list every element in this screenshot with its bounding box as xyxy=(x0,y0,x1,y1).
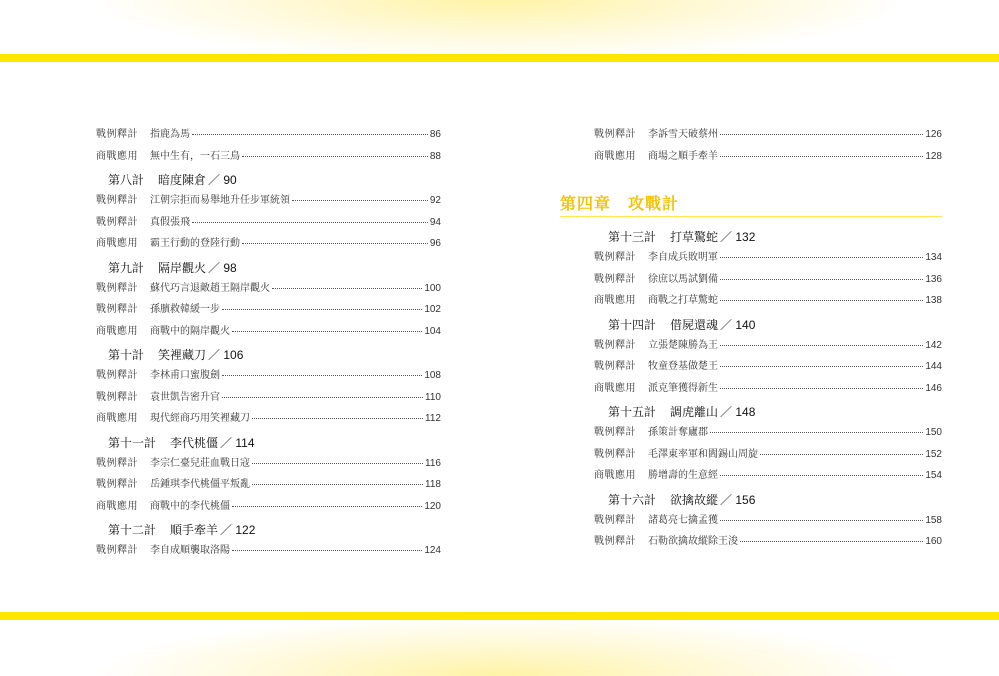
strategy-number: 第十六計 xyxy=(608,492,657,507)
dot-leader xyxy=(272,288,422,289)
strategy-name: 隔岸觀火 xyxy=(158,260,207,275)
entry-title: 蘇代巧言退敵趙王隔岸觀火 xyxy=(150,282,270,294)
strategy-heading[interactable] xyxy=(96,168,441,191)
toc-right-bottom-entries xyxy=(560,225,942,554)
strategy-name: 借屍還魂 xyxy=(670,317,719,332)
strategy-number: 第十二計 xyxy=(108,523,157,537)
dot-leader xyxy=(192,134,428,135)
toc-entry[interactable] xyxy=(560,379,942,401)
entry-page-number: 146 xyxy=(925,382,942,394)
entry-page-number: 136 xyxy=(925,273,942,285)
entry-title: 李訴雪天破蔡州 xyxy=(648,129,718,140)
strategy-number: 第八計 xyxy=(108,173,145,187)
toc-left-column xyxy=(96,125,441,563)
entry-category: 商戰應用 xyxy=(96,238,138,249)
toc-entry[interactable] xyxy=(560,147,942,169)
dot-leader xyxy=(720,520,923,521)
strategy-heading[interactable] xyxy=(560,400,942,423)
entry-page-number: 102 xyxy=(424,304,441,315)
dot-leader xyxy=(232,331,422,332)
strategy-heading[interactable] xyxy=(560,488,942,511)
toc-entry[interactable] xyxy=(96,541,441,563)
entry-category: 戰例釋計 xyxy=(594,129,636,140)
toc-entry[interactable] xyxy=(96,366,441,388)
entry-title: 商戰中的隔岸觀火 xyxy=(150,325,230,337)
entry-title: 李宗仁臺兒莊血戰日寇 xyxy=(150,457,250,469)
entry-category: 戰例釋計 xyxy=(96,129,138,140)
entry-page-number: 154 xyxy=(925,470,942,481)
dot-leader xyxy=(760,454,923,455)
entry-category: 商戰應用 xyxy=(96,325,138,337)
strategy-page: ／ 106 xyxy=(208,348,244,362)
toc-entry[interactable] xyxy=(96,213,441,235)
entry-page-number: 118 xyxy=(425,479,441,490)
toc-entry[interactable] xyxy=(96,125,441,147)
dot-leader xyxy=(720,345,923,346)
entry-page-number: 120 xyxy=(424,500,441,512)
toc-entry[interactable] xyxy=(560,423,942,445)
toc-entry[interactable] xyxy=(96,279,441,301)
entry-category: 商戰應用 xyxy=(96,150,138,162)
toc-entry[interactable] xyxy=(560,125,942,147)
toc-entry[interactable] xyxy=(560,445,942,467)
toc-entry[interactable] xyxy=(96,147,441,169)
toc-entry[interactable] xyxy=(96,475,441,497)
entry-page-number: 152 xyxy=(925,448,942,460)
entry-category: 商戰應用 xyxy=(594,470,636,481)
entry-page-number: 92 xyxy=(429,195,441,206)
dot-leader xyxy=(252,418,423,419)
dot-leader xyxy=(720,257,923,258)
entry-category: 商戰應用 xyxy=(594,382,636,394)
dot-leader xyxy=(222,375,422,376)
entry-title: 商場之順手牽羊 xyxy=(648,150,718,162)
entry-title: 商戰之打草驚蛇 xyxy=(648,295,718,306)
entry-page-number: 144 xyxy=(925,361,942,372)
strategy-page: ／ 98 xyxy=(208,260,237,275)
entry-page-number: 88 xyxy=(429,150,441,162)
strategy-heading[interactable] xyxy=(560,225,942,248)
entry-category: 戰例釋計 xyxy=(594,361,636,372)
strategy-heading[interactable] xyxy=(96,256,441,279)
entry-category: 商戰應用 xyxy=(594,295,636,306)
entry-title: 勝增壽的生意經 xyxy=(648,470,718,481)
entry-page-number: 116 xyxy=(425,457,441,469)
toc-entry[interactable] xyxy=(96,191,441,213)
entry-title: 真假張飛 xyxy=(150,216,190,228)
entry-page-number: 86 xyxy=(429,129,441,140)
entry-page-number: 160 xyxy=(925,536,942,547)
toc-entry[interactable] xyxy=(96,497,441,519)
toc-entry[interactable] xyxy=(560,291,942,313)
entry-category: 戰例釋計 xyxy=(594,273,636,285)
dot-leader xyxy=(720,475,923,476)
entry-page-number: 94 xyxy=(429,216,441,228)
toc-right-top-entries xyxy=(560,125,942,168)
toc-right-column xyxy=(560,125,942,554)
entry-category: 戰例釋計 xyxy=(594,536,636,547)
entry-page-number: 96 xyxy=(429,238,441,249)
dot-leader xyxy=(252,484,423,485)
strategy-number: 第十三計 xyxy=(608,230,657,244)
strategy-number: 第十五計 xyxy=(608,405,657,419)
entry-page-number: 108 xyxy=(424,370,441,381)
strategy-number: 第十計 xyxy=(108,348,145,362)
toc-entry[interactable] xyxy=(560,336,942,358)
toc-entry[interactable] xyxy=(96,388,441,410)
entry-category: 戰例釋計 xyxy=(594,427,636,438)
toc-entry[interactable] xyxy=(96,322,441,344)
entry-title: 李林甫口蜜腹劍 xyxy=(150,370,220,381)
strategy-page: ／ 132 xyxy=(720,230,756,244)
chapter-heading xyxy=(560,178,942,217)
strategy-name: 打草驚蛇 xyxy=(670,230,719,244)
entry-title: 無中生有，一石三鳥 xyxy=(150,150,240,162)
toc-entry[interactable] xyxy=(560,532,942,554)
strategy-page: ／ 122 xyxy=(220,523,256,537)
strategy-page: ／ 140 xyxy=(720,317,756,332)
dot-leader xyxy=(222,397,423,398)
entry-title: 現代經商巧用笑裡藏刀 xyxy=(150,413,250,424)
entry-category: 戰例釋計 xyxy=(96,195,138,206)
dot-leader xyxy=(222,309,422,310)
entry-title: 石勒欲擒故縱除王浚 xyxy=(648,536,738,547)
entry-page-number: 150 xyxy=(925,427,942,438)
dot-leader xyxy=(720,300,923,301)
strategy-name: 笑裡藏刀 xyxy=(158,348,207,362)
entry-category: 戰例釋計 xyxy=(594,339,636,351)
entry-page-number: 142 xyxy=(925,339,942,351)
entry-page-number: 100 xyxy=(424,282,441,294)
dot-leader xyxy=(242,156,428,157)
entry-page-number: 110 xyxy=(425,391,441,403)
entry-category: 商戰應用 xyxy=(594,150,636,162)
top-yellow-band xyxy=(0,54,999,62)
entry-category: 戰例釋計 xyxy=(96,545,138,556)
dot-leader xyxy=(740,541,923,542)
entry-page-number: 138 xyxy=(925,295,942,306)
strategy-page: ／ 90 xyxy=(208,173,237,187)
entry-category: 戰例釋計 xyxy=(96,304,138,315)
toc-entry[interactable] xyxy=(560,270,942,292)
entry-page-number: 124 xyxy=(424,545,441,556)
entry-title: 派克筆獲得新生 xyxy=(648,382,718,394)
entry-title: 立張楚陳勝為王 xyxy=(648,339,718,351)
entry-title: 徐庶以馬試劉備 xyxy=(648,273,718,285)
entry-title: 李自成順襲取洛陽 xyxy=(150,545,230,556)
entry-title: 毛澤東率軍和閻錫山周旋 xyxy=(648,448,758,460)
strategy-name: 欲擒故縱 xyxy=(670,492,719,507)
dot-leader xyxy=(232,506,422,507)
dot-leader xyxy=(292,200,428,201)
dot-leader xyxy=(720,134,923,135)
entry-page-number: 134 xyxy=(925,252,942,263)
entry-category: 戰例釋計 xyxy=(96,370,138,381)
strategy-page: ／ 148 xyxy=(720,405,756,419)
strategy-heading[interactable] xyxy=(96,343,441,366)
toc-entry[interactable] xyxy=(96,409,441,431)
entry-category: 商戰應用 xyxy=(96,413,138,424)
dot-leader xyxy=(720,366,923,367)
toc-entry[interactable] xyxy=(96,234,441,256)
entry-title: 袁世凱告密升官 xyxy=(150,391,220,403)
entry-category: 戰例釋計 xyxy=(96,457,138,469)
strategy-heading[interactable] xyxy=(96,518,441,541)
entry-category: 戰例釋計 xyxy=(96,282,138,294)
entry-page-number: 128 xyxy=(925,150,942,162)
toc-entry[interactable] xyxy=(560,248,942,270)
strategy-name: 調虎離山 xyxy=(670,405,719,419)
entry-title: 孫臏救韓緩一步 xyxy=(150,304,220,315)
strategy-page: ／ 114 xyxy=(220,435,255,450)
entry-title: 李自成兵敗明軍 xyxy=(648,252,718,263)
strategy-heading[interactable] xyxy=(560,313,942,336)
dot-leader xyxy=(710,432,923,433)
dot-leader xyxy=(242,243,428,244)
strategy-name: 李代桃僵 xyxy=(170,435,219,450)
entry-category: 戰例釋計 xyxy=(96,391,138,403)
entry-title: 孫策計奪廬郡 xyxy=(648,427,708,438)
strategy-heading[interactable] xyxy=(96,431,441,454)
strategy-name: 暗度陳倉 xyxy=(158,173,207,187)
entry-page-number: 112 xyxy=(425,413,441,424)
entry-title: 指鹿為馬 xyxy=(150,129,190,140)
entry-category: 戰例釋計 xyxy=(96,216,138,228)
bottom-yellow-band xyxy=(0,612,999,620)
entry-title: 商戰中的李代桃僵 xyxy=(150,500,230,512)
entry-title: 岳鍾琪李代桃僵平叛亂 xyxy=(150,479,250,490)
strategy-page: ／ 156 xyxy=(720,492,756,507)
toc-entry[interactable] xyxy=(96,454,441,476)
toc-entry[interactable] xyxy=(96,300,441,322)
dot-leader xyxy=(720,156,923,157)
entry-title: 諸葛亮七擒孟獲 xyxy=(648,514,718,526)
toc-entry[interactable] xyxy=(560,511,942,533)
strategy-name: 順手牽羊 xyxy=(170,523,219,537)
bottom-glow-decoration xyxy=(0,620,999,676)
toc-entry[interactable] xyxy=(560,357,942,379)
entry-page-number: 126 xyxy=(925,129,942,140)
dot-leader xyxy=(720,388,923,389)
entry-category: 商戰應用 xyxy=(96,500,138,512)
strategy-number: 第十一計 xyxy=(108,435,157,450)
dot-leader xyxy=(232,550,422,551)
strategy-number: 第九計 xyxy=(108,260,145,275)
entry-page-number: 104 xyxy=(424,325,441,337)
chapter-title: 第四章 攻戰計 xyxy=(560,194,680,213)
dot-leader xyxy=(720,279,923,280)
strategy-number: 第十四計 xyxy=(608,317,657,332)
entry-title: 霸王行動的登陸行動 xyxy=(150,238,240,249)
dot-leader xyxy=(192,222,428,223)
entry-category: 戰例釋計 xyxy=(594,448,636,460)
dot-leader xyxy=(252,463,423,464)
entry-title: 牧童登基做楚王 xyxy=(648,361,718,372)
entry-title: 江朝宗拒而易舉地升任步軍統領 xyxy=(150,195,290,206)
toc-entry[interactable] xyxy=(560,466,942,488)
entry-category: 戰例釋計 xyxy=(594,514,636,526)
entry-category: 戰例釋計 xyxy=(594,252,636,263)
entry-page-number: 158 xyxy=(925,514,942,526)
top-glow-decoration xyxy=(0,0,999,60)
entry-category: 戰例釋計 xyxy=(96,479,138,490)
